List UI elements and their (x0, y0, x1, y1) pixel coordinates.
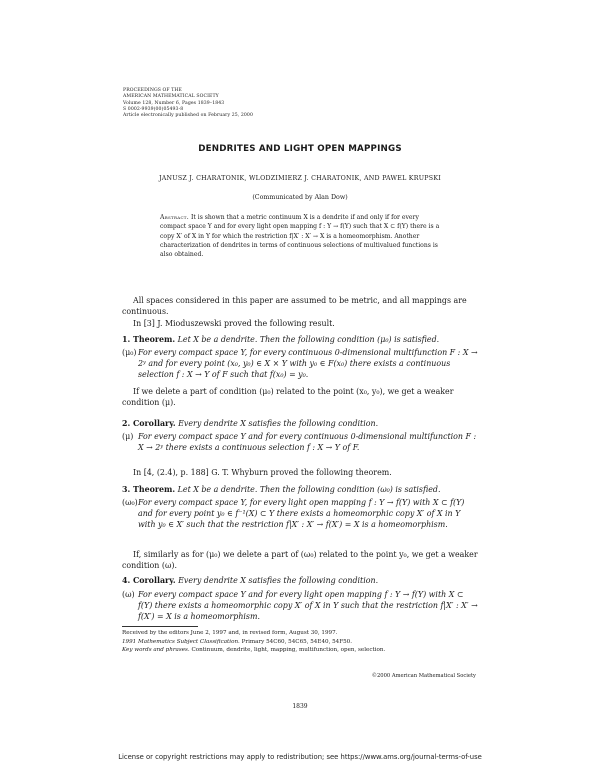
paper-title: DENDRITES AND LIGHT OPEN MAPPINGS (198, 144, 402, 154)
theorem-3-text: Let X be a dendrite. Then the following condition (ω₀) is satisfied. (177, 485, 441, 494)
corollary-2-text: Every dendrite X satisfies the following condition. (178, 419, 379, 428)
condition-omega0 (122, 497, 478, 531)
condition-omega0-text: For every compact space Y, for every light open mapping f : Y → f(Y) with X ⊂ f(Y) and for every point y₀ ∈ f⁻¹(X) ⊂ Y there exists a homeomorphic copy X′ of X in Y with y₀ ∈ X′ such that the restriction f|X′ : X′ → f(X′) = X is a homeomorphism. (138, 498, 465, 530)
paragraph-mioduszewski: In [3] J. Mioduszewski proved the following result. (133, 319, 335, 328)
copyright-notice: ©2000 American Mathematical Society (371, 673, 476, 679)
condition-mu-text: For every compact space Y and for every continuous 0-dimensional multifunction F : X → 2ʸ there exists a continuous selection f : X → Y of F. (138, 432, 477, 453)
footnote-keywords-text: Continuum, dendrite, light, mapping, multifunction, open, selection. (191, 647, 386, 653)
footnote-rule (122, 626, 198, 627)
journal-header-line: Article electronically published on February 25, 2000 (123, 113, 253, 119)
condition-omega-tag: (ω) (122, 590, 135, 599)
corollary-4 (122, 575, 478, 586)
condition-omega-text: For every compact space Y and for every light open mapping f : Y → f(Y) with X ⊂ f(Y) there exists a homeomorphic copy X′ of X in Y such that the restriction f|X′ : X′ → f(X′) = X is a homeomorphism. (138, 590, 478, 622)
theorem-1-text: Let X be a dendrite. Then the following condition (μ₀) is satisfied. (177, 335, 440, 344)
corollary-4-text: Every dendrite X satisfies the following condition. (178, 576, 379, 585)
footnote-msc-label: 1991 Mathematics Subject Classification. (122, 638, 240, 645)
paragraph-weaker-omega: If, similarly as for (μ₀) we delete a part of (ω₀) related to the point y₀, we get a weaker condition (ω). (122, 550, 478, 571)
paragraph-intro: All spaces considered in this paper are assumed to be metric, and all mappings are continuous. (122, 296, 467, 317)
paper-authors: JANUSZ J. CHARATONIK, WLODZIMIERZ J. CHARATONIK, AND PAWEL KRUPSKI (158, 175, 442, 182)
condition-omega (122, 589, 478, 623)
corollary-2 (122, 418, 478, 429)
journal-header-line: S 0002-9939(00)05493-8 (123, 106, 184, 112)
abstract-text: It is shown that a metric continuum X is a dendrite if and only if for every compact space Y and for every light open mapping f : Y → f(Y) such that X ⊂ f(Y) there is a copy X′ of X in Y for which the restriction f|X′ : X′ → X is a homeomorphism. Another characterization of dendrites in terms of continuous selections of multivalued functions is also obtained. (160, 214, 440, 259)
journal-header (123, 88, 253, 119)
theorem-3-label: 3. Theorem. (122, 485, 176, 494)
footnote-keywords-label: Key words and phrases. (122, 647, 190, 653)
corollary-2-label: 2. Corollary. (122, 419, 176, 428)
abstract-label: Abstract. (160, 214, 190, 221)
license-notice[interactable]: License or copyright restrictions may apply to redistribution; see https://www.ams.org/journal-terms-of-use (118, 753, 482, 761)
condition-mu0-text: For every compact space Y, for every continuous 0-dimensional multifunction F : X → 2ʸ and for every point (x₀, y₀) ∈ X × Y with y₀ ∈ F(x₀) there exists a continuous selection f : X → Y of F such that f(x₀) = y₀. (138, 348, 478, 380)
condition-omega0-tag: (ω₀) (122, 498, 138, 507)
theorem-1 (122, 334, 478, 345)
paragraph-weaker-mu: If we delete a part of condition (μ₀) related to the point (x₀, y₀), we get a weaker condition (μ). (122, 387, 454, 408)
abstract (160, 213, 442, 259)
footnotes (122, 629, 482, 655)
condition-mu0-tag: (μ₀) (122, 348, 137, 357)
theorem-3 (122, 484, 478, 495)
condition-mu0 (122, 347, 478, 381)
condition-mu-tag: (μ) (122, 432, 134, 441)
corollary-4-label: 4. Corollary. (122, 576, 176, 585)
condition-mu (122, 431, 478, 453)
theorem-1-label: 1. Theorem. (122, 335, 176, 344)
journal-header-line: PROCEEDINGS OF THE (123, 88, 182, 93)
footnote-keywords (122, 646, 482, 655)
footnote-received: Received by the editors June 2, 1997 and, in revised form, August 30, 1997. (122, 630, 338, 636)
communicated-by: (Communicated by Alan Dow) (252, 194, 348, 201)
footnote-msc-text: Primary 54C60, 54C65, 54E40, 54F50. (241, 638, 353, 645)
journal-header-line: Volume 128, Number 6, Pages 1839–1843 (123, 100, 225, 106)
page-number: 1839 (292, 703, 308, 710)
journal-header-line: AMERICAN MATHEMATICAL SOCIETY (123, 94, 219, 100)
footnote-msc (122, 638, 482, 647)
paragraph-whyburn: In [4, (2.4), p. 188] G. T. Whyburn proved the following theorem. (133, 468, 392, 477)
